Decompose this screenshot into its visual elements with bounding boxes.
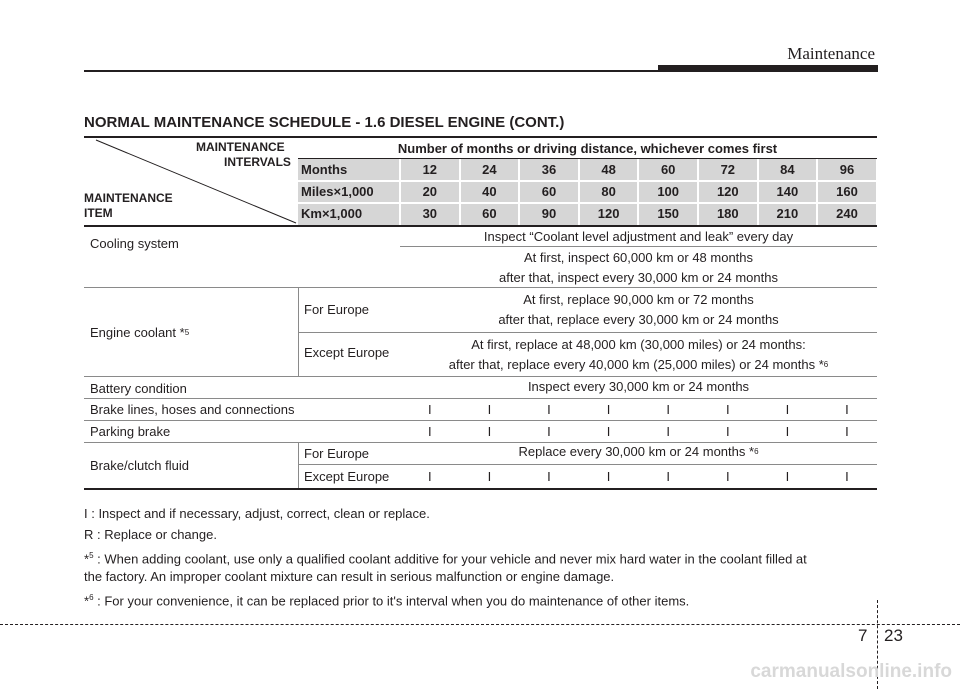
- note-6-num: 6: [89, 593, 94, 603]
- interval-value: 24: [482, 162, 497, 177]
- engine-coolant-except-2-text: after that, replace every 40,000 km (25,000 miles) or 24 months *: [448, 356, 824, 372]
- parking-brake-label: Parking brake: [90, 424, 171, 439]
- inspect-mark: I: [725, 424, 730, 439]
- interval-value: 12: [422, 162, 438, 177]
- brake-fluid-europe-label: For Europe: [304, 446, 370, 461]
- battery-text: Inspect every 30,000 km or 24 months: [527, 378, 750, 394]
- note-inspect: I : Inspect and if necessary, adjust, correct, clean or replace.: [84, 506, 430, 521]
- inspect-mark: I: [666, 469, 670, 484]
- interval-row-label: Miles×1,000: [301, 184, 374, 199]
- inspect-mark: I: [547, 469, 551, 484]
- rule: [637, 159, 639, 225]
- engine-coolant-europe-label: For Europe: [304, 302, 370, 317]
- engine-coolant-europe-1: At first, replace 90,000 km or 72 months: [523, 291, 754, 307]
- note-5-mark: *: [84, 551, 90, 567]
- corner-header: [84, 138, 298, 225]
- interval-value: 30: [422, 206, 438, 221]
- engine-coolant-except-1: At first, replace at 48,000 km (30,000 miles) or 24 months:: [471, 336, 806, 352]
- inspect-mark: I: [845, 424, 849, 439]
- corner-item-label-1: MAINTENANCE: [84, 191, 173, 205]
- note-6-text: : For your convenience, it can be replaced prior to it's interval when you do maintenance of other items.: [93, 593, 690, 609]
- inspect-mark: I: [845, 402, 849, 417]
- note-5: [84, 547, 884, 568]
- engine-coolant-except-label: Except Europe: [304, 345, 390, 360]
- inspect-mark: I: [427, 469, 432, 484]
- inspect-mark: I: [725, 402, 730, 417]
- inspect-mark: I: [487, 402, 492, 417]
- interval-value: 36: [541, 162, 557, 177]
- inspect-mark: I: [547, 402, 551, 417]
- chapter-number: 7: [858, 626, 868, 645]
- cooling-system-daily: Inspect “Coolant level adjustment and leak” every day: [483, 229, 794, 244]
- interval-value: 48: [601, 162, 616, 177]
- span-header: Number of months or driving distance, whichever comes first: [397, 140, 778, 156]
- interval-value: 150: [657, 206, 680, 221]
- legend-notes: [84, 505, 884, 611]
- interval-value: 120: [716, 184, 739, 199]
- header-rule: [84, 70, 734, 72]
- interval-value: 160: [836, 184, 858, 199]
- brake-fluid-footnote: 6: [754, 447, 759, 456]
- interval-row-label: Months: [301, 162, 348, 177]
- interval-value: 72: [720, 162, 736, 177]
- section-title: Maintenance: [787, 44, 875, 63]
- interval-value: 60: [482, 206, 497, 221]
- rule: [298, 443, 299, 488]
- maintenance-schedule-table: [84, 136, 877, 490]
- rule: [578, 159, 580, 225]
- engine-coolant-europe-2: after that, replace every 30,000 km or 24 months: [498, 312, 779, 327]
- rule: [697, 159, 699, 225]
- engine-coolant-text: Engine coolant *: [90, 324, 185, 340]
- interval-value: 140: [776, 184, 799, 199]
- note-5-continued: the factory. An improper coolant mixture can result in serious malfunction or engine damage.: [84, 569, 615, 585]
- inspect-mark: I: [785, 424, 790, 439]
- note-replace: R : Replace or change.: [84, 527, 217, 542]
- corner-intervals-label-1: MAINTENANCE: [196, 140, 285, 154]
- interval-value: 240: [836, 206, 858, 221]
- corner-item-label-2: ITEM: [84, 206, 113, 220]
- interval-value: 40: [482, 184, 497, 199]
- cooling-system-inspect-2: after that, inspect every 30,000 km or 24 months: [499, 269, 778, 285]
- note-6-mark: *: [84, 593, 90, 609]
- note-6: [84, 589, 884, 610]
- inspect-mark: I: [487, 469, 492, 484]
- interval-value: 96: [839, 162, 855, 177]
- cooling-system-inspect-1: At first, inspect 60,000 km or 48 months: [523, 249, 754, 265]
- note-5-num: 5: [89, 551, 94, 560]
- corner-intervals-label-2: INTERVALS: [224, 155, 291, 169]
- inspect-mark: I: [427, 424, 432, 439]
- interval-value: 84: [780, 162, 795, 177]
- note-5-line1: : When adding coolant, use only a qualified coolant additive for your vehicle and never mix hard water in the coolant filled at: [93, 551, 807, 567]
- rule: [816, 159, 818, 225]
- rule: [518, 159, 520, 225]
- cooling-system-label: Cooling system: [90, 236, 179, 251]
- footer-rule: [0, 624, 960, 625]
- interval-value: 80: [601, 184, 616, 199]
- rule: [298, 288, 299, 376]
- inspect-mark: I: [606, 469, 611, 484]
- engine-coolant-except-2: [400, 353, 877, 375]
- rule: [757, 159, 759, 225]
- interval-value: 120: [597, 206, 620, 221]
- rule: [459, 159, 461, 225]
- inspect-mark: I: [666, 402, 670, 417]
- brake-fluid-label: Brake/clutch fluid: [90, 458, 189, 473]
- inspect-mark: I: [547, 424, 551, 439]
- inspect-mark: I: [666, 424, 670, 439]
- inspect-mark: I: [785, 469, 790, 484]
- interval-value: 20: [422, 184, 438, 199]
- interval-value: 210: [776, 206, 799, 221]
- brake-fluid-europe-text-main: Replace every 30,000 km or 24 months *: [518, 444, 755, 459]
- inspect-mark: I: [725, 469, 730, 484]
- brake-fluid-except-label: Except Europe: [304, 469, 390, 484]
- inspect-mark: I: [487, 424, 492, 439]
- inspect-mark: I: [606, 424, 611, 439]
- engine-coolant-except-footnote: 6: [823, 359, 829, 369]
- interval-value: 100: [657, 184, 680, 199]
- engine-coolant-footnote: 5: [184, 327, 190, 337]
- header-rule-accent: [658, 65, 878, 72]
- page-number: 23: [884, 626, 903, 645]
- inspect-mark: I: [606, 402, 611, 417]
- watermark: carmanualsonline.info: [750, 661, 952, 682]
- rule: [399, 159, 401, 225]
- rule: [876, 159, 878, 225]
- page-heading: NORMAL MAINTENANCE SCHEDULE - 1.6 DIESEL ENGINE (CONT.): [84, 114, 565, 131]
- battery-label: Battery condition: [90, 381, 187, 396]
- inspect-mark: I: [785, 402, 790, 417]
- interval-value: 90: [541, 206, 557, 221]
- interval-row-label: Km×1,000: [301, 206, 363, 221]
- table-bottom-rule: [84, 488, 877, 490]
- engine-coolant-label: [84, 288, 298, 376]
- interval-value: 60: [541, 184, 557, 199]
- inspect-mark: I: [427, 402, 432, 417]
- inspect-mark: I: [845, 469, 849, 484]
- brake-fluid-europe-text: [400, 443, 877, 460]
- interval-value: 60: [660, 162, 676, 177]
- interval-value: 180: [716, 206, 739, 221]
- brake-lines-label: Brake lines, hoses and connections: [90, 402, 295, 417]
